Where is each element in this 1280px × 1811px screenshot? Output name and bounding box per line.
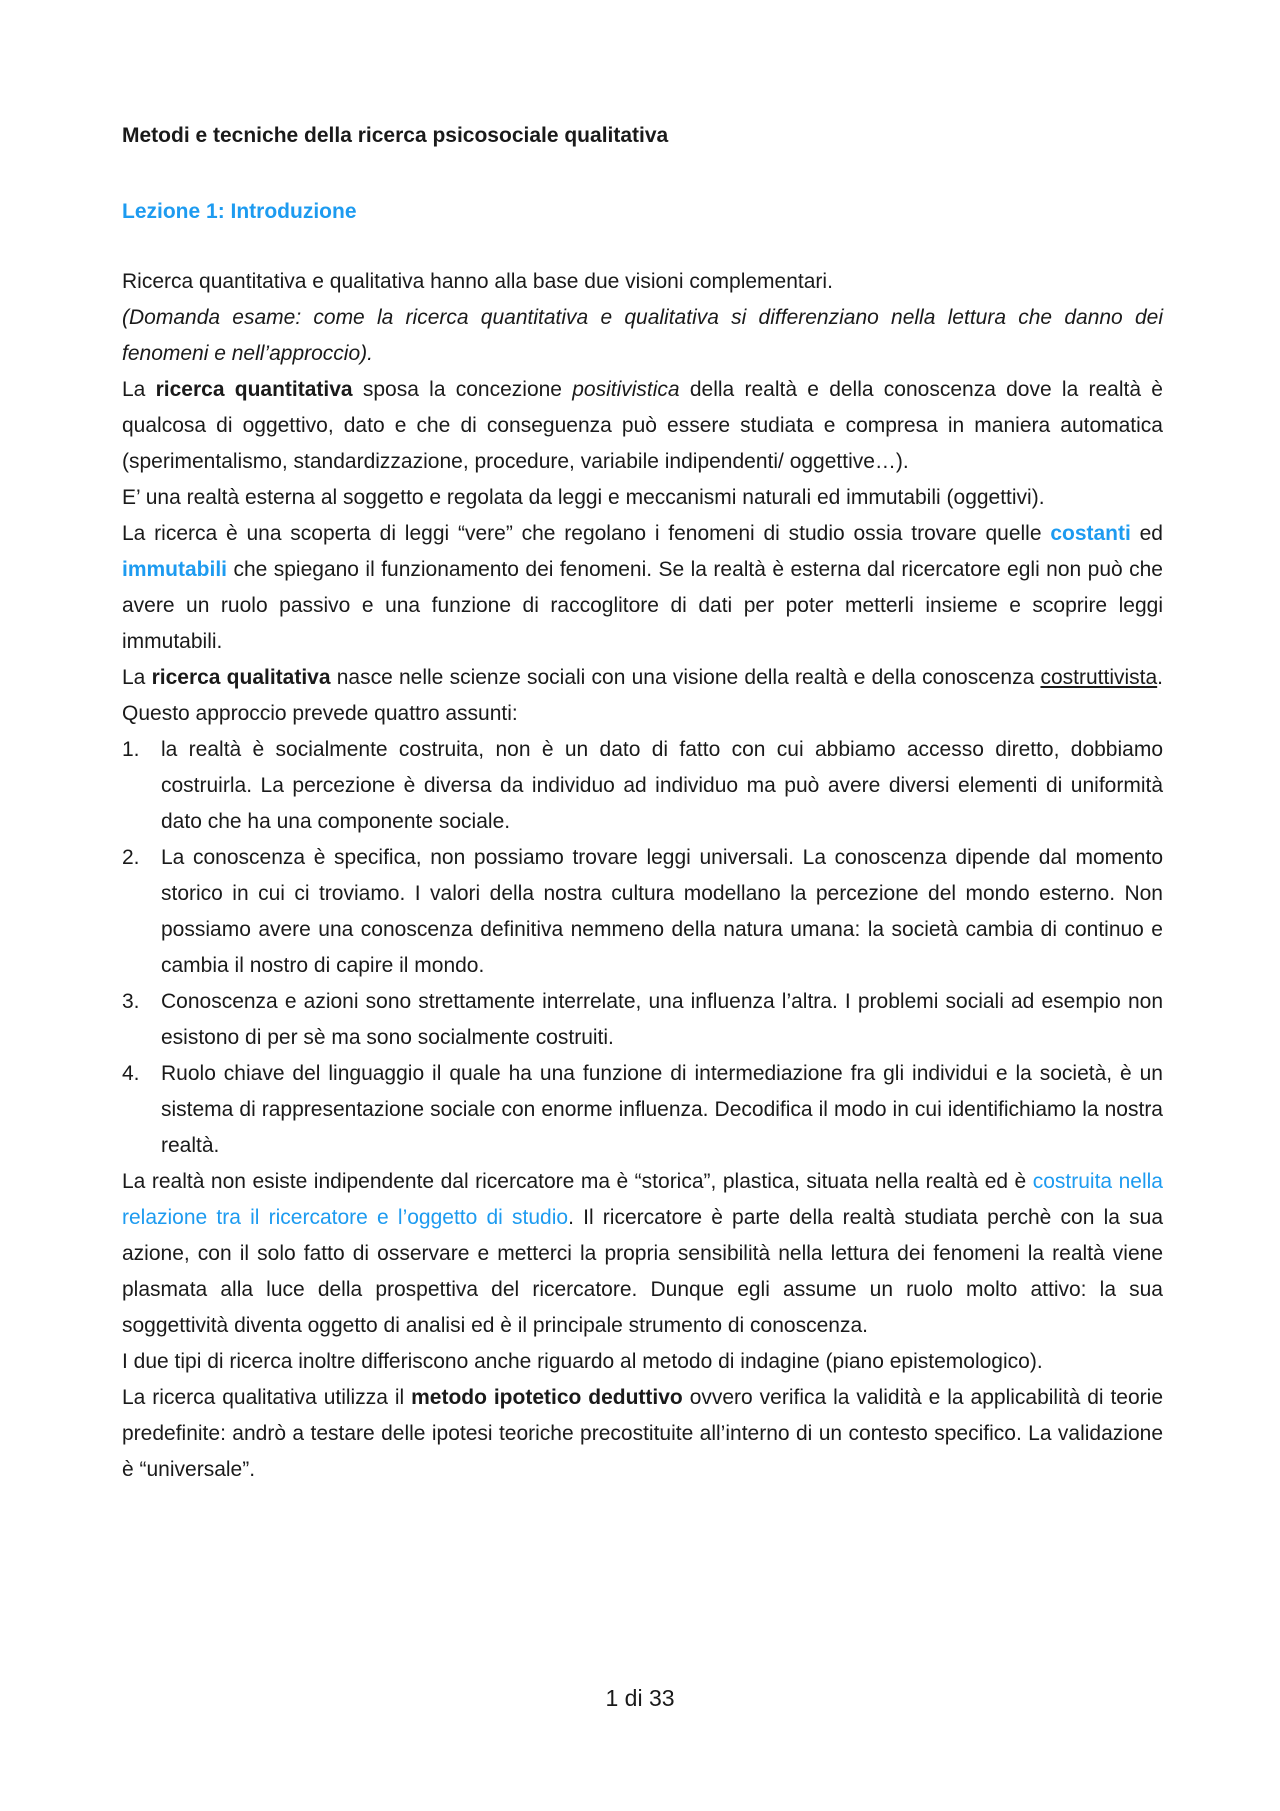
text-run: La realtà non esiste indipendente dal ricercatore ma è “storica”, plastica, situata nella realtà ed è bbox=[122, 1170, 1033, 1193]
list-item-text: la realtà è socialmente costruita, non è un dato di fatto con cui abbiamo accesso diretto, dobbiamo costruirla. La percezione è diversa da individuo ad individuo ma può avere diversi elementi di uniformità dato che ha una componente sociale. bbox=[161, 738, 1163, 833]
text-run: che spiegano il funzionamento dei fenomeni. Se la realtà è esterna dal ricercatore egli non può che avere un ruolo passivo e una funzione di raccoglitore di dati per poter metterli insieme e scoprire leggi immutabili. bbox=[122, 558, 1163, 653]
text-run: La ricerca qualitativa utilizza il bbox=[122, 1386, 412, 1409]
bold-term-quantitative: ricerca quantitativa bbox=[155, 378, 353, 401]
list-item bbox=[122, 732, 1163, 840]
paragraph-method-difference: I due tipi di ricerca inoltre differiscono anche riguardo al metodo di indagine (piano epistemologico). bbox=[122, 1350, 1043, 1373]
list-number: 4. bbox=[122, 1062, 140, 1085]
list-item-text: Ruolo chiave del linguaggio il quale ha una funzione di intermediazione fra gli individui e la società, è un sistema di rappresentazione sociale con enorme influenza. Decodifica il modo in cui identifichiamo la nostra realtà. bbox=[161, 1062, 1163, 1157]
assumptions-list bbox=[122, 732, 1163, 1164]
paragraph-qualitative bbox=[122, 660, 1163, 732]
text-run: nasce nelle scienze sociali con una visione della realtà e della conoscenza bbox=[330, 666, 1041, 689]
text-run: della realtà e della conoscenza dove la realtà è qualcosa di oggettivo, dato e che di conseguenza può essere studiata e compresa in maniera automatica (sperimentalismo, standardizzazione, procedure, variabile indipendenti/ oggettive…). bbox=[122, 378, 1163, 473]
paragraph-researcher-role bbox=[122, 1164, 1163, 1344]
list-item bbox=[122, 984, 1163, 1056]
list-number: 3. bbox=[122, 990, 140, 1013]
paragraph-laws bbox=[122, 516, 1163, 660]
paragraph-hypothetical-deductive bbox=[122, 1380, 1163, 1488]
paragraph-external-reality: E’ una realtà esterna al soggetto e regolata da leggi e meccanismi naturali ed immutabili (oggettivi). bbox=[122, 486, 1045, 509]
text-run: sposa la concezione bbox=[352, 378, 573, 401]
highlight-immutabili: immutabili bbox=[122, 558, 228, 581]
text-run: La bbox=[122, 666, 152, 689]
text-run: ed bbox=[1130, 522, 1163, 545]
list-item bbox=[122, 840, 1163, 984]
text-run: . Questo approccio prevede quattro assunti: bbox=[122, 666, 1164, 725]
document-page bbox=[122, 118, 1163, 1488]
paragraph-quantitative bbox=[122, 372, 1163, 480]
lesson-heading: Lezione 1: Introduzione bbox=[122, 200, 357, 223]
list-item-text: Conoscenza e azioni sono strettamente interrelate, una influenza l’altra. I problemi sociali ad esempio non esistono di per sè ma sono socialmente costruiti. bbox=[161, 990, 1163, 1049]
text-run: La ricerca è una scoperta di leggi “vere” che regolano i fenomeni di studio ossia trovare quelle bbox=[122, 522, 1051, 545]
text-run: ovvero verifica la validità e la applicabilità di teorie predefinite: andrò a testare delle ipotesi teoriche precostituite all’interno di un contesto specifico. La validazione è “universale”. bbox=[122, 1386, 1163, 1481]
paragraph-intro: Ricerca quantitativa e qualitativa hanno alla base due visioni complementari. bbox=[122, 270, 833, 293]
highlight-costanti: costanti bbox=[1050, 522, 1131, 545]
bold-term-qualitative: ricerca qualitativa bbox=[151, 666, 331, 689]
list-item-text: La conoscenza è specifica, non possiamo trovare leggi universali. La conoscenza dipende dal momento storico in cui ci troviamo. I valori della nostra cultura modellano la percezione del mondo esterno. Non possiamo avere una conoscenza definitiva nemmeno della natura umana: la società cambia di continuo e cambia il nostro di capire il mondo. bbox=[161, 846, 1163, 977]
list-number: 2. bbox=[122, 846, 140, 869]
text-run: La bbox=[122, 378, 156, 401]
exam-question-note: (Domanda esame: come la ricerca quantitativa e qualitativa si differenziano nella lettura che danno dei fenomeni e nell’approccio). bbox=[122, 306, 1163, 365]
page-number: 1 di 33 bbox=[605, 1685, 675, 1711]
italic-term-positivistic: positivistica bbox=[572, 378, 680, 401]
bold-term-method: metodo ipotetico deduttivo bbox=[411, 1386, 683, 1409]
document-title: Metodi e tecniche della ricerca psicosociale qualitativa bbox=[122, 124, 669, 147]
text-run: . Il ricercatore è parte della realtà studiata perchè con la sua azione, con il solo fatto di osservare e metterci la propria sensibilità nella lettura dei fenomeni la realtà viene plasmata alla luce della prospettiva del ricercatore. Dunque egli assume un ruolo molto attivo: la sua soggettività diventa oggetto di analisi ed è il principale strumento di conoscenza. bbox=[122, 1206, 1163, 1337]
list-item bbox=[122, 1056, 1163, 1164]
highlight-relation: costruita nella relazione tra il ricercatore e l’oggetto di studio bbox=[122, 1170, 1163, 1229]
list-number: 1. bbox=[122, 738, 140, 761]
underlined-term-constructivist: costruttivista bbox=[1040, 666, 1158, 689]
